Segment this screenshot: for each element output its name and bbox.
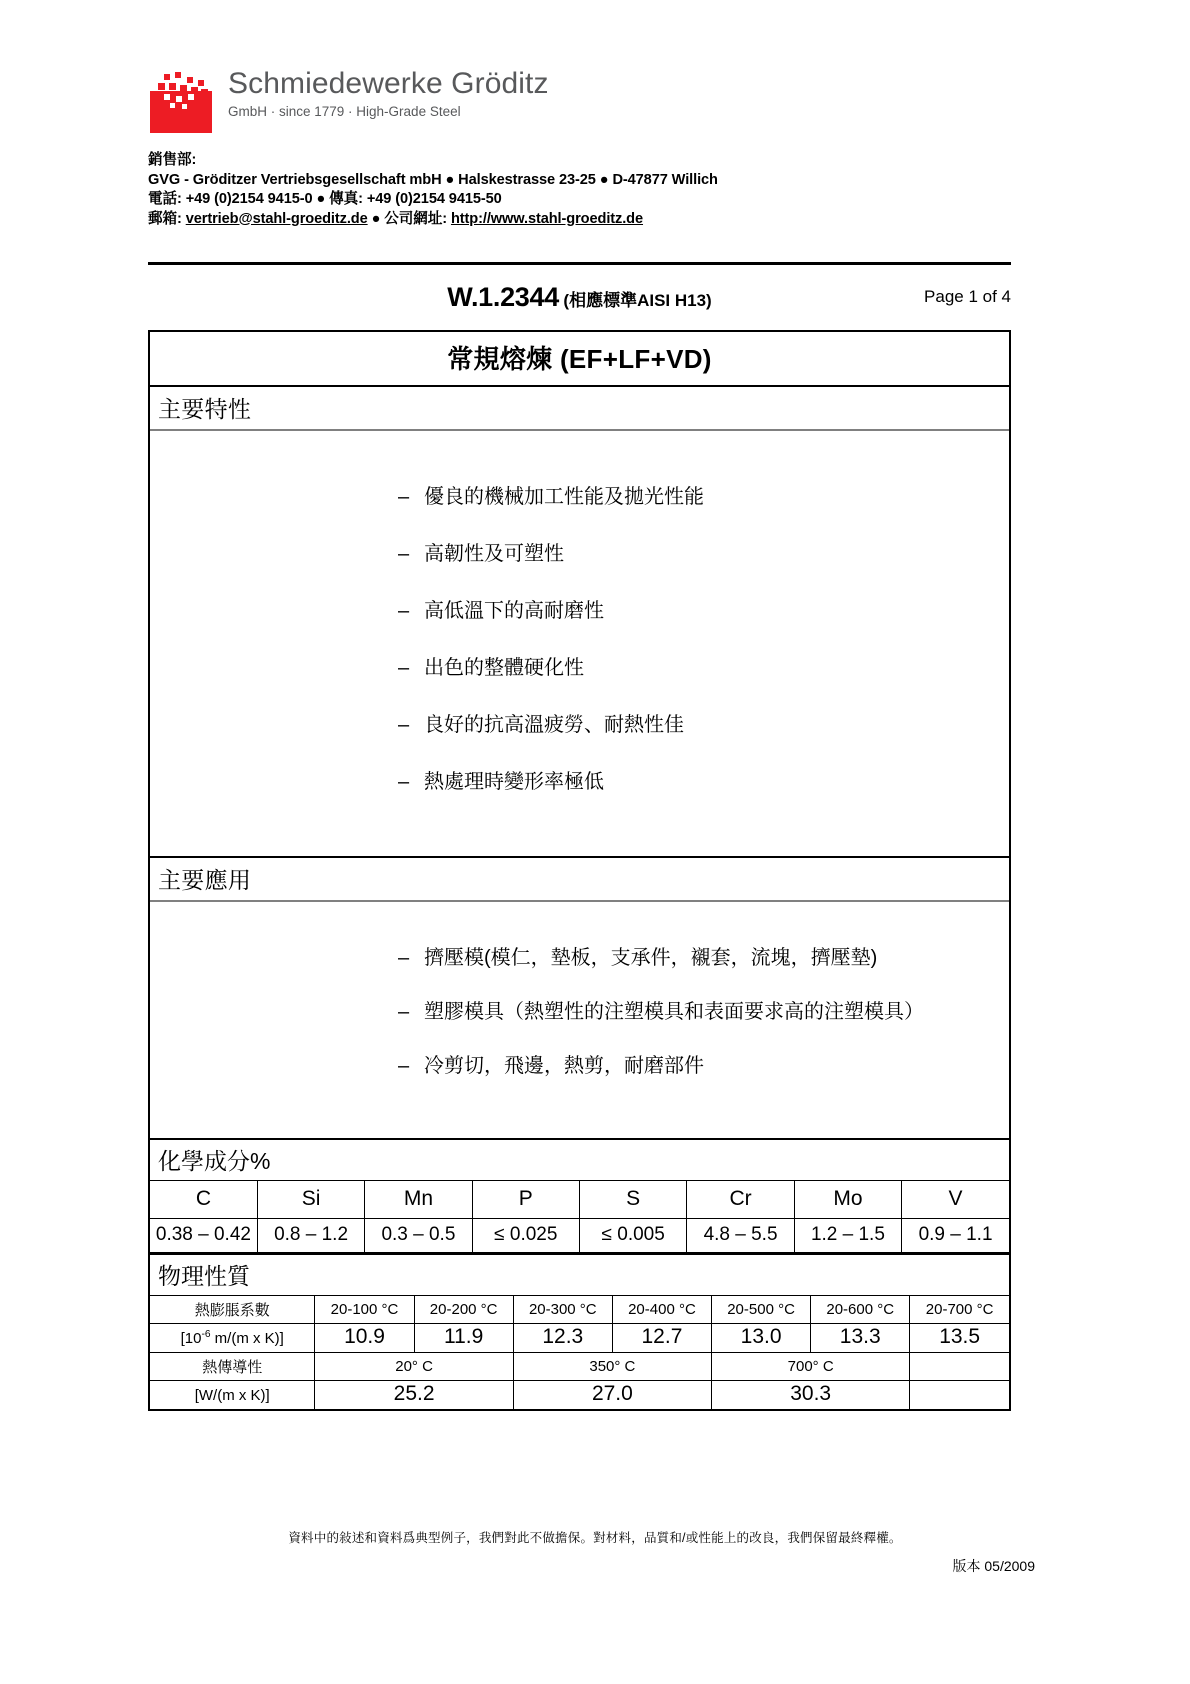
phone-fax-line: 電話: +49 (0)2154 9415-0 ● 傳真: +49 (0)2154 9415-50: [148, 191, 502, 207]
unit-exponent: -6: [201, 1329, 211, 1340]
list-item: [150, 713, 1009, 737]
table-cell: 25.2: [315, 1381, 513, 1410]
table-cell: ≤ 0.005: [580, 1219, 687, 1253]
table-cell: 20-400 °C: [612, 1296, 711, 1324]
bullet-dash-icon: –: [398, 947, 410, 969]
table-cell: ≤ 0.025: [472, 1219, 579, 1253]
table-cell: 20-200 °C: [414, 1296, 513, 1324]
list-item: [150, 656, 1009, 680]
bullet-dash-icon: –: [398, 771, 410, 793]
bullet-dash-icon: –: [398, 1055, 410, 1077]
applications-list: [150, 946, 1009, 1078]
feature-text: 熱處理時變形率極低: [424, 771, 604, 793]
email-website-line: [148, 210, 1028, 230]
bullet-dash-icon: –: [398, 543, 410, 565]
document-header: [148, 62, 1028, 229]
expansion-label: 熱膨脹系數: [150, 1296, 315, 1324]
applications-heading: 主要應用: [150, 856, 1009, 902]
email-link[interactable]: vertrieb@stahl-groeditz.de: [185, 210, 368, 227]
list-item: [150, 770, 1009, 794]
column-header: S: [580, 1181, 687, 1219]
table-cell: 20-700 °C: [910, 1296, 1009, 1324]
list-item: [150, 1000, 1009, 1024]
table-cell: 0.8 – 1.2: [257, 1219, 364, 1253]
list-item: [150, 946, 1009, 970]
page-title: [148, 282, 1011, 313]
table-cell: 30.3: [712, 1381, 910, 1410]
table-cell: 20-100 °C: [315, 1296, 414, 1324]
table-row: [150, 1381, 1009, 1410]
table-header-row: [150, 1181, 1009, 1219]
table-cell: 20-600 °C: [811, 1296, 910, 1324]
column-header: Cr: [687, 1181, 794, 1219]
table-cell: 350° C: [513, 1353, 711, 1381]
steel-grade: W.1.2344: [447, 282, 559, 312]
table-cell: 4.8 – 5.5: [687, 1219, 794, 1253]
column-header: Si: [257, 1181, 364, 1219]
page-indicator: Page 1 of 4: [924, 287, 1011, 306]
logo-company-name: Schmiedewerke Gröditz: [228, 67, 549, 100]
feature-text: 出色的整體硬化性: [424, 657, 584, 679]
bullet-dash-icon: –: [398, 600, 410, 622]
bullet-dash-icon: –: [398, 714, 410, 736]
steel-standard: (相應標準AISI H13): [563, 291, 712, 310]
website-link[interactable]: http://www.stahl-groeditz.de: [450, 210, 644, 227]
table-cell: 0.3 – 0.5: [365, 1219, 472, 1253]
table-cell: 700° C: [712, 1353, 910, 1381]
applications-body: [150, 902, 1009, 1138]
table-cell: 0.9 – 1.1: [902, 1219, 1009, 1253]
table-cell: 11.9: [414, 1324, 513, 1353]
application-text: 擠壓模(模仁，墊板，支承件，襯套，流塊，擠壓墊): [424, 947, 878, 969]
footer-disclaimer: 資料中的敍述和資料爲典型例子，我們對此不做擔保。對材料，品質和/或性能上的改良，我們保留最終釋權。: [288, 1531, 902, 1545]
table-cell: 12.3: [513, 1324, 612, 1353]
column-header: Mn: [365, 1181, 472, 1219]
features-heading: 主要特性: [150, 385, 1009, 431]
table-cell: 13.3: [811, 1324, 910, 1353]
chemistry-heading: 化學成分%: [150, 1138, 1009, 1180]
company-address-line: GVG - Gröditzer Vertriebsgesellschaft mbH ● Halskestrasse 23-25 ● D-47877 Willich: [148, 171, 718, 188]
unit-suffix: m/(m x K)]: [210, 1330, 284, 1347]
bullet-dash-icon: –: [398, 1001, 410, 1023]
feature-text: 優良的機械加工性能及拋光性能: [424, 486, 704, 508]
schmiedewerke-logo-icon: [148, 69, 214, 135]
table-cell: 20° C: [315, 1353, 513, 1381]
table-row: [150, 1219, 1009, 1253]
empty-cell: [910, 1381, 1009, 1410]
table-cell: 12.7: [612, 1324, 711, 1353]
features-list: [150, 485, 1009, 794]
header-divider: [148, 262, 1011, 265]
column-header: Mo: [794, 1181, 901, 1219]
expansion-unit: [150, 1324, 315, 1353]
feature-text: 高韌性及可塑性: [424, 543, 564, 565]
chemistry-table: [150, 1180, 1009, 1253]
table-cell: 20-500 °C: [712, 1296, 811, 1324]
sales-department-label: 銷售部:: [148, 152, 197, 168]
melting-process-band: 常規熔煉 (EF+LF+VD): [447, 344, 712, 374]
table-cell: 20-300 °C: [513, 1296, 612, 1324]
list-item: [150, 542, 1009, 566]
physical-heading: 物理性質: [150, 1253, 1009, 1295]
unit-prefix: [10: [180, 1330, 202, 1347]
application-text: 冷剪切，飛邊，熱剪，耐磨部件: [424, 1055, 704, 1077]
title-row: [148, 278, 1011, 322]
document-version: 版本 05/2009: [952, 1558, 1035, 1574]
table-row: [150, 1324, 1009, 1353]
conductivity-unit: [W/(m x K)]: [150, 1381, 315, 1410]
website-label: ● 公司網址:: [367, 210, 451, 227]
list-item: [150, 485, 1009, 509]
column-header: C: [150, 1181, 257, 1219]
empty-cell: [910, 1353, 1009, 1381]
table-row: [150, 1353, 1009, 1381]
logo-tagline: GmbH · since 1779 · High-Grade Steel: [228, 104, 461, 119]
bullet-dash-icon: –: [398, 486, 410, 508]
bullet-dash-icon: –: [398, 657, 410, 679]
table-cell: 13.5: [910, 1324, 1009, 1353]
feature-text: 良好的抗高溫疲勞、耐熱性佳: [424, 714, 684, 736]
table-cell: 10.9: [315, 1324, 414, 1353]
table-cell: 13.0: [712, 1324, 811, 1353]
physical-properties-table: [150, 1295, 1009, 1409]
email-label: 郵箱:: [148, 210, 186, 227]
column-header: P: [472, 1181, 579, 1219]
contact-block: [148, 151, 1028, 229]
application-text: 塑膠模具（熱塑性的注塑模具和表面要求高的注塑模具）: [424, 1001, 924, 1023]
features-body: [150, 431, 1009, 856]
list-item: [150, 1054, 1009, 1078]
column-header: V: [902, 1181, 1009, 1219]
table-cell: 27.0: [513, 1381, 711, 1410]
datasheet-table: [148, 330, 1011, 1411]
table-cell: 1.2 – 1.5: [794, 1219, 901, 1253]
conductivity-label: 熱傳導性: [150, 1353, 315, 1381]
list-item: [150, 599, 1009, 623]
company-logo: [148, 62, 1028, 135]
table-cell: 0.38 – 0.42: [150, 1219, 257, 1253]
feature-text: 高低溫下的高耐磨性: [424, 600, 604, 622]
table-row: [150, 1296, 1009, 1324]
